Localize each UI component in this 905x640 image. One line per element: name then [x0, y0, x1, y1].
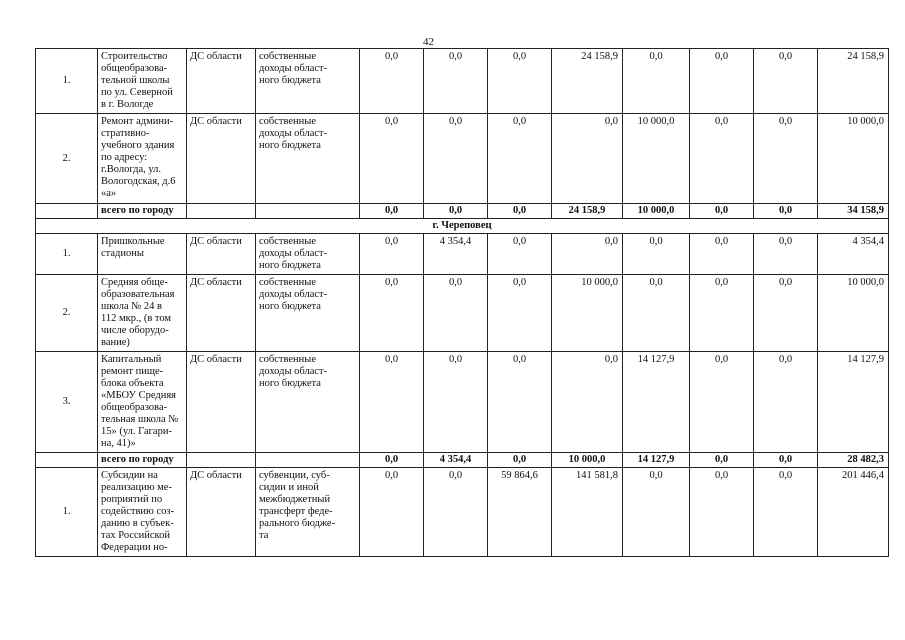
customer: ДС области — [187, 234, 256, 275]
empty-cell — [256, 204, 360, 219]
amount-cell: 0,0 — [690, 114, 754, 204]
amount-cell: 0,0 — [360, 49, 424, 114]
object-name: Пришкольные стадионы — [98, 234, 187, 275]
total-amount-cell: 0,0 — [360, 453, 424, 468]
amount-cell: 0,0 — [552, 114, 623, 204]
total-amount-cell: 4 354,4 — [424, 453, 488, 468]
amount-cell: 0,0 — [754, 468, 818, 557]
object-name: Ремонт админи- стративно- учебного здания по адресу: г.Вологда, ул. Вологодская, д.6 «а» — [98, 114, 187, 204]
amount-cell: 0,0 — [488, 352, 552, 453]
row-number: 1. — [36, 468, 98, 557]
total-row — [36, 453, 889, 468]
row-number: 2. — [36, 275, 98, 352]
object-name: Субсидии на реализацию ме- роприятий по содействию соз- данию в субъек- тах Российской Федерации но- — [98, 468, 187, 557]
amount-cell: 0,0 — [690, 49, 754, 114]
amount-cell: 0,0 — [360, 275, 424, 352]
amount-cell: 4 354,4 — [818, 234, 889, 275]
funding-source: собственные доходы област- ного бюджета — [256, 114, 360, 204]
total-amount-cell: 24 158,9 — [552, 204, 623, 219]
total-amount-cell: 0,0 — [690, 204, 754, 219]
amount-cell: 10 000,0 — [818, 275, 889, 352]
total-amount-cell: 0,0 — [360, 204, 424, 219]
amount-cell: 0,0 — [488, 275, 552, 352]
table-row — [36, 114, 889, 204]
total-amount-cell: 0,0 — [424, 204, 488, 219]
amount-cell: 0,0 — [552, 234, 623, 275]
table-row — [36, 352, 889, 453]
amount-cell: 59 864,6 — [488, 468, 552, 557]
funding-source: собственные доходы област- ного бюджета — [256, 49, 360, 114]
amount-cell: 0,0 — [360, 234, 424, 275]
table-row — [36, 234, 889, 275]
amount-cell: 0,0 — [424, 275, 488, 352]
amount-cell: 0,0 — [754, 234, 818, 275]
city-header-row — [36, 219, 889, 234]
total-amount-cell: 10 000,0 — [552, 453, 623, 468]
amount-cell: 0,0 — [690, 352, 754, 453]
table-row — [36, 468, 889, 557]
total-amount-cell: 0,0 — [754, 453, 818, 468]
amount-cell: 0,0 — [623, 468, 690, 557]
page-number: 42 — [423, 36, 434, 48]
city-name: г. Череповец — [36, 219, 889, 234]
customer: ДС области — [187, 352, 256, 453]
amount-cell: 0,0 — [360, 352, 424, 453]
amount-cell: 24 158,9 — [818, 49, 889, 114]
empty-cell — [187, 453, 256, 468]
total-amount-cell: 0,0 — [488, 204, 552, 219]
empty-cell — [36, 453, 98, 468]
amount-cell: 0,0 — [754, 114, 818, 204]
total-label: всего по городу — [98, 204, 187, 219]
amount-cell: 0,0 — [690, 468, 754, 557]
amount-cell: 10 000,0 — [552, 275, 623, 352]
amount-cell: 0,0 — [424, 114, 488, 204]
budget-table — [35, 48, 889, 557]
total-amount-cell: 34 158,9 — [818, 204, 889, 219]
amount-cell: 0,0 — [488, 114, 552, 204]
customer: ДС области — [187, 275, 256, 352]
empty-cell — [256, 453, 360, 468]
funding-source: собственные доходы област- ного бюджета — [256, 352, 360, 453]
customer: ДС области — [187, 468, 256, 557]
amount-cell: 0,0 — [424, 352, 488, 453]
amount-cell: 0,0 — [488, 49, 552, 114]
amount-cell: 14 127,9 — [818, 352, 889, 453]
row-number: 2. — [36, 114, 98, 204]
funding-source: собственные доходы област- ного бюджета — [256, 275, 360, 352]
empty-cell — [187, 204, 256, 219]
amount-cell: 14 127,9 — [623, 352, 690, 453]
amount-cell: 0,0 — [690, 234, 754, 275]
amount-cell: 0,0 — [488, 234, 552, 275]
object-name: Средняя обще- образовательная школа № 24 в 112 мкр., (в том числе оборудо- вание) — [98, 275, 187, 352]
amount-cell: 0,0 — [623, 49, 690, 114]
amount-cell: 0,0 — [623, 234, 690, 275]
funding-source: собственные доходы област- ного бюджета — [256, 234, 360, 275]
amount-cell: 0,0 — [754, 352, 818, 453]
amount-cell: 0,0 — [754, 49, 818, 114]
total-label: всего по городу — [98, 453, 187, 468]
amount-cell: 0,0 — [424, 49, 488, 114]
customer: ДС области — [187, 49, 256, 114]
amount-cell: 10 000,0 — [818, 114, 889, 204]
amount-cell: 141 581,8 — [552, 468, 623, 557]
amount-cell: 201 446,4 — [818, 468, 889, 557]
row-number: 1. — [36, 49, 98, 114]
amount-cell: 4 354,4 — [424, 234, 488, 275]
funding-source: субвенции, суб- сидии и иной межбюджетный трансферт феде- рального бюдже- та — [256, 468, 360, 557]
total-row — [36, 204, 889, 219]
total-amount-cell: 10 000,0 — [623, 204, 690, 219]
amount-cell: 0,0 — [623, 275, 690, 352]
amount-cell: 10 000,0 — [623, 114, 690, 204]
total-amount-cell: 0,0 — [690, 453, 754, 468]
total-amount-cell: 0,0 — [754, 204, 818, 219]
row-number: 1. — [36, 234, 98, 275]
empty-cell — [36, 204, 98, 219]
table-row — [36, 275, 889, 352]
row-number: 3. — [36, 352, 98, 453]
amount-cell: 0,0 — [552, 352, 623, 453]
total-amount-cell: 28 482,3 — [818, 453, 889, 468]
object-name: Строительство общеобразова- тельной школы по ул. Северной в г. Вологде — [98, 49, 187, 114]
budget-table-wrapper — [35, 48, 889, 557]
object-name: Капитальный ремонт пище- блока объекта «МБОУ Средняя общеобразова- тельная школа № 15» (ул. Гагари- на, 41)» — [98, 352, 187, 453]
customer: ДС области — [187, 114, 256, 204]
amount-cell: 0,0 — [690, 275, 754, 352]
amount-cell: 24 158,9 — [552, 49, 623, 114]
amount-cell: 0,0 — [360, 114, 424, 204]
total-amount-cell: 14 127,9 — [623, 453, 690, 468]
amount-cell: 0,0 — [360, 468, 424, 557]
table-row — [36, 49, 889, 114]
amount-cell: 0,0 — [424, 468, 488, 557]
total-amount-cell: 0,0 — [488, 453, 552, 468]
amount-cell: 0,0 — [754, 275, 818, 352]
